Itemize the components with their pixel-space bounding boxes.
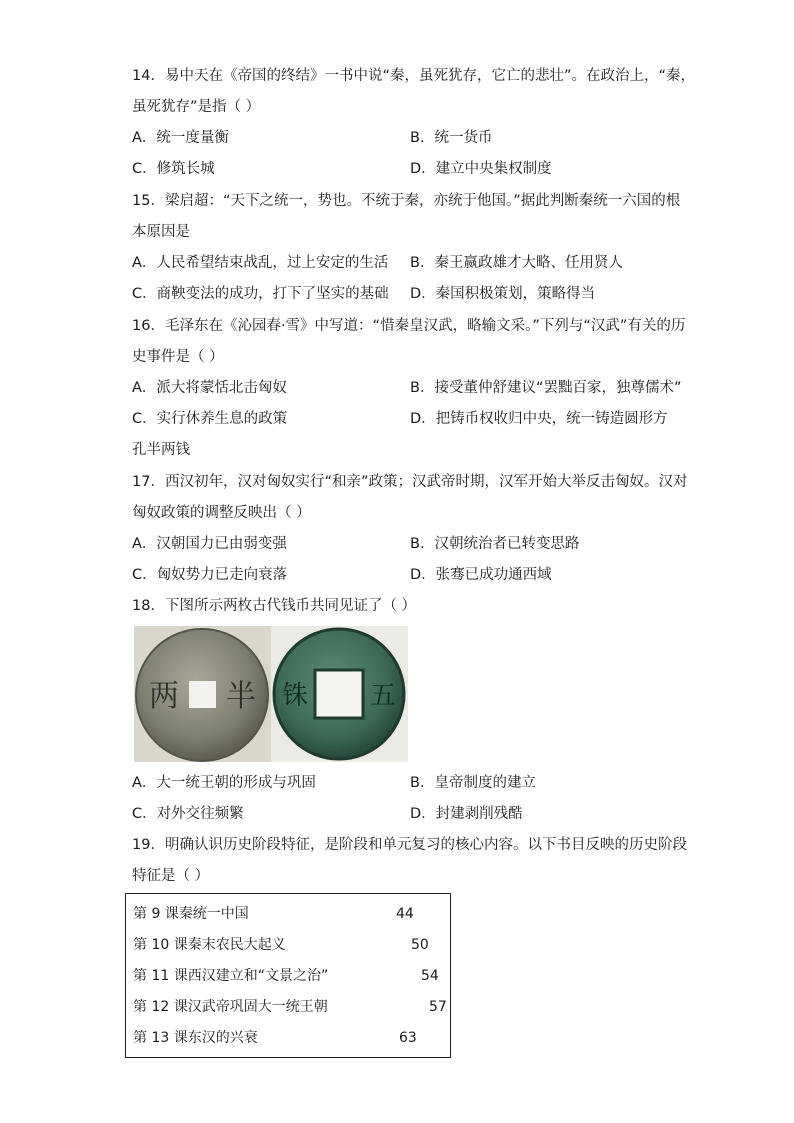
q17-option-d[interactable]: D．张骞已成功通西域 bbox=[410, 567, 552, 583]
q17-option-b[interactable]: B．汉朝统治者已转变思路 bbox=[410, 536, 580, 552]
q18-option-b[interactable]: B．皇帝制度的建立 bbox=[410, 775, 536, 791]
q15-option-d[interactable]: D．秦国积极策划，策略得当 bbox=[410, 286, 596, 302]
q19-stem-line1: 19．明确认识历史阶段特征，是阶段和单元复习的核心内容。以下书目反映的历史阶段 bbox=[132, 837, 687, 853]
q18-option-c[interactable]: C．对外交往频繁 bbox=[132, 806, 244, 822]
q15-option-b[interactable]: B．秦王嬴政雄才大略、任用贤人 bbox=[410, 255, 623, 271]
coin2-left-char: 铢 bbox=[281, 681, 309, 711]
coin1-left-char: 两 bbox=[149, 679, 179, 714]
coin2-photo bbox=[271, 626, 408, 762]
q14-option-a[interactable]: A．统一度量衡 bbox=[132, 130, 229, 146]
q15-option-a[interactable]: A．人民希望结束战乱，过上安定的生活 bbox=[132, 255, 389, 271]
toc-row-title: 第 9 课秦统一中国 bbox=[133, 906, 249, 922]
ban-liang-coin-icon bbox=[134, 626, 271, 762]
q17-stem-line2: 匈奴政策的调整反映出（ ） bbox=[132, 505, 311, 521]
q15-option-c[interactable]: C．商鞅变法的成功，打下了坚实的基础 bbox=[132, 286, 389, 302]
q17-option-a[interactable]: A．汉朝国力已由弱变强 bbox=[132, 536, 287, 552]
toc-row-page: 50 bbox=[411, 937, 429, 953]
q14-option-d[interactable]: D．建立中央集权制度 bbox=[410, 161, 552, 177]
q16-option-c[interactable]: C．实行休养生息的政策 bbox=[132, 411, 288, 427]
q18-stem-line1: 18．下图所示两枚古代钱币共同见证了（ ） bbox=[132, 598, 417, 614]
toc-row-title: 第 13 课东汉的兴衰 bbox=[133, 1030, 258, 1046]
q16-stem-line1: 16．毛泽东在《沁园春·雪》中写道：“惜秦皇汉武，略输文采。”下列与“汉武”有关的历 bbox=[132, 318, 686, 334]
toc-row-page: 57 bbox=[429, 999, 447, 1015]
toc-row-page: 44 bbox=[396, 906, 414, 922]
q14-stem-line2: 虽死犹存”是指（ ） bbox=[132, 99, 261, 115]
q18-option-a[interactable]: A．大一统王朝的形成与巩固 bbox=[132, 775, 316, 791]
toc-row-title: 第 11 课西汉建立和“文景之治” bbox=[133, 968, 329, 984]
q15-stem-line1: 15．梁启超：“天下之统一，势也。不统于秦，亦统于他国。”据此判断秦统一六国的根 bbox=[132, 193, 681, 209]
q17-stem-line1: 17．西汉初年，汉对匈奴实行“和亲”政策；汉武帝时期，汉军开始大举反击匈奴。汉对 bbox=[132, 474, 688, 490]
toc-row-page: 54 bbox=[421, 968, 439, 984]
q18-option-d[interactable]: D．封建剥削残酷 bbox=[410, 806, 523, 822]
q16-option-a[interactable]: A．派大将蒙恬北击匈奴 bbox=[132, 380, 287, 396]
q16-option-d[interactable]: D．把铸币权收归中央，统一铸造圆形方 bbox=[410, 411, 668, 427]
coins-figure bbox=[134, 626, 408, 762]
toc-row-page: 63 bbox=[399, 1030, 417, 1046]
coin2-right-char: 五 bbox=[369, 681, 397, 711]
table-of-contents bbox=[125, 893, 451, 1058]
q16-option-b[interactable]: B．接受董仲舒建议“罢黜百家，独尊儒术” bbox=[410, 380, 682, 396]
q19-stem-line2: 特征是（ ） bbox=[132, 868, 210, 884]
q15-stem-line2: 本原因是 bbox=[132, 224, 190, 240]
coin1-right-char: 半 bbox=[226, 679, 256, 714]
coin1-photo bbox=[134, 626, 271, 762]
q16-option-d-continued: 孔半两钱 bbox=[132, 442, 190, 458]
q14-option-c[interactable]: C．修筑长城 bbox=[132, 161, 215, 177]
q14-stem-line1: 14．易中天在《帝国的终结》一书中说“秦，虽死犹存，它亡的悲壮”。在政治上，“秦， bbox=[132, 68, 695, 84]
q14-option-b[interactable]: B．统一货币 bbox=[410, 130, 493, 146]
toc-row-title: 第 10 课秦末农民大起义 bbox=[133, 937, 286, 953]
q17-option-c[interactable]: C．匈奴势力已走向衰落 bbox=[132, 567, 288, 583]
q16-stem-line2: 史事件是（ ） bbox=[132, 349, 224, 365]
wu-zhu-coin-icon bbox=[271, 626, 408, 762]
toc-row-title: 第 12 课汉武帝巩固大一统王朝 bbox=[133, 999, 328, 1015]
